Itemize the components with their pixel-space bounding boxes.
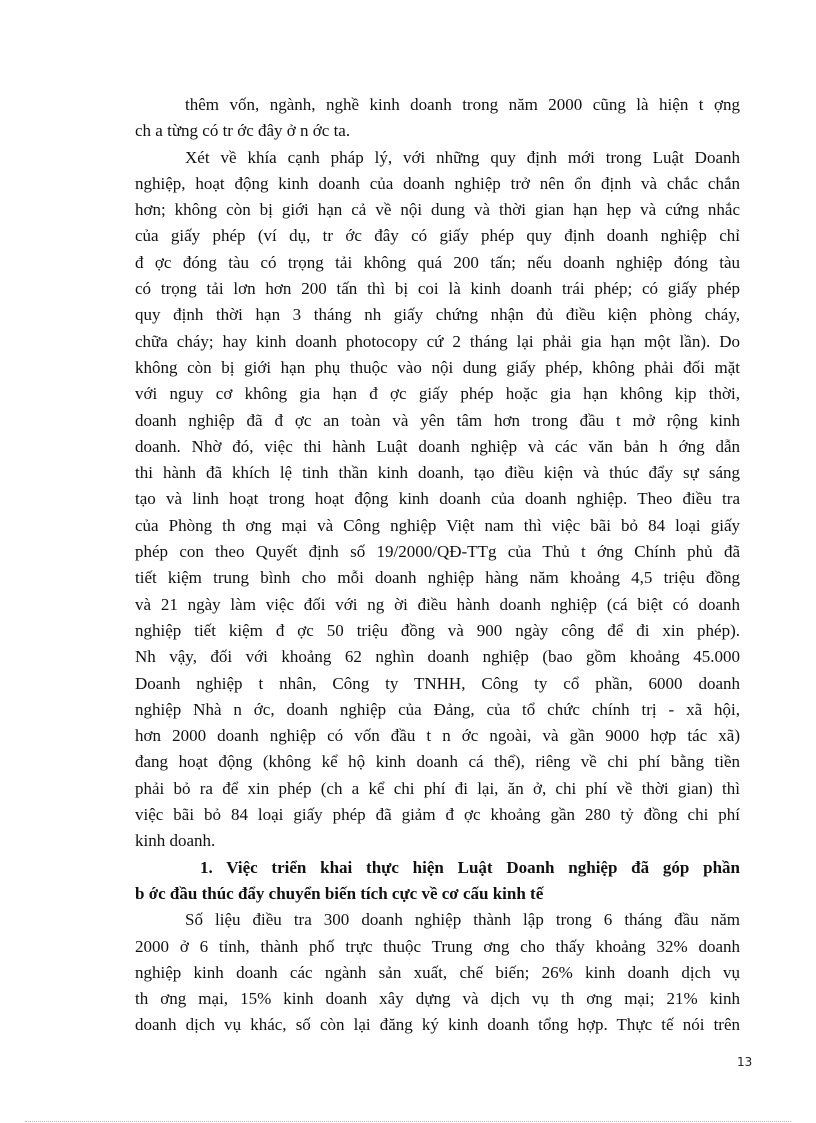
text-line: thêm vốn, ngành, nghề kinh doanh trong năm 2000 cũng là hiện t ợng — [185, 95, 740, 114]
text-line: có trọng tải lơn hơn 200 tấn thì bị coi là kinh doanh trái phép; có giấy phép — [135, 279, 740, 299]
text-line: tiết kiệm trung bình cho mỗi doanh nghiệp hàng năm khoảng 4,5 triệu đồng — [135, 568, 740, 588]
text-line: nghiệp tiết kiệm đ ợc 50 triệu đồng và 900 ngày công để đi xin phép). — [135, 620, 740, 640]
text-line: đ ợc đóng tàu có trọng tải không quá 200 tấn; nếu doanh nghiệp đóng tàu — [135, 252, 740, 272]
text-line: phải bỏ ra để xin phép (ch a kể chi phí đi lại, ăn ở, chi phí về thời gian) thì — [135, 778, 740, 798]
text-line: với nguy cơ không gia hạn đ ợc giấy phép hoặc gia hạn không kịp thời, — [135, 384, 740, 404]
text-line: đang hoạt động (không kể hộ kinh doanh cá thể), riêng về chi phí bằng tiền — [135, 752, 740, 772]
text-line: của giấy phép (ví dụ, tr ớc đây có giấy phép quy định doanh nghiệp chỉ — [135, 226, 740, 246]
text-line: kinh doanh. — [135, 831, 216, 851]
text-line: hơn 2000 doanh nghiệp có vốn đầu t n ớc ngoài, và gần 9000 hợp tác xã) — [135, 726, 740, 746]
text-line: của Phòng th ơng mại và Công nghiệp Việt nam thì việc bãi bỏ 84 loại giấy — [135, 515, 740, 535]
text-line: 2000 ở 6 tỉnh, thành phố trực thuộc Trung ơng cho thấy khoảng 32% doanh — [135, 936, 740, 956]
text-line: th ơng mại, 15% kinh doanh xây dựng và dịch vụ th ơng mại; 21% kinh — [135, 989, 740, 1009]
text-line: tạo và linh hoạt trong hoạt động kinh doanh của doanh nghiệp. Theo điều tra — [135, 489, 740, 509]
text-line: Doanh nghiệp t nhân, Công ty TNHH, Công ty cổ phần, 6000 doanh — [135, 673, 740, 693]
text-line: nghiệp kinh doanh các ngành sản xuất, chế biến; 26% kinh doanh dịch vụ — [135, 962, 740, 982]
text-line: thi hành đã khích lệ tinh thần kinh doanh, tạo điều kiện và thúc đẩy sự sáng — [135, 463, 740, 483]
text-line: Xét về khía cạnh pháp lý, với những quy định mới trong Luật Doanh — [185, 147, 740, 167]
section-heading: b ớc đầu thúc đẩy chuyển biến tích cực về cơ cấu kinh tế — [135, 883, 544, 903]
text-line: Nh vậy, đối với khoảng 62 nghìn doanh nghiệp (bao gồm khoảng 45.000 — [135, 647, 740, 667]
text-line: và 21 ngày làm việc đối với ng ời điều hành doanh nghiệp (cá biệt có doanh — [135, 594, 740, 614]
text-line: ch a từng có tr ớc đây ở n ớc ta. — [135, 121, 351, 141]
text-line: chữa cháy; hay kinh doanh photocopy cứ 2 tháng lại phải gia hạn một lần). Do — [135, 331, 740, 351]
body-text — [135, 92, 740, 1039]
text-line: Số liệu điều tra 300 doanh nghiệp thành lập trong 6 tháng đầu năm — [185, 910, 740, 930]
section-heading: 1. Việc triển khai thực hiện Luật Doanh nghiệp đã góp phần — [200, 857, 740, 877]
text-line: phép con theo Quyết định số 19/2000/QĐ-TTg của Thủ t ớng Chính phủ đã — [135, 542, 740, 562]
text-line: quy định thời hạn 3 tháng nh giấy chứng nhận đủ điều kiện phòng cháy, — [135, 305, 740, 325]
text-line: doanh. Nhờ đó, việc thi hành Luật doanh nghiệp và các văn bản h ớng dẫn — [135, 436, 740, 456]
page-number: 13 — [737, 1055, 753, 1069]
text-line: nghiệp, hoạt động kinh doanh của doanh nghiệp trở nên ổn định và chắc chắn — [135, 173, 740, 193]
text-line: doanh nghiệp đã đ ợc an toàn và yên tâm hơn trong đầu t mở rộng kinh — [135, 410, 740, 430]
text-line: nghiệp Nhà n ớc, doanh nghiệp của Đảng, của tổ chức chính trị - xã hội, — [135, 699, 740, 719]
text-line: việc bãi bỏ 84 loại giấy phép đã giảm đ ợc khoảng gần 280 tỷ đồng chi phí — [135, 805, 740, 825]
text-line: doanh dịch vụ khác, số còn lại đăng ký kinh doanh tổng hợp. Thực tế nói trên — [135, 1015, 740, 1035]
page-bottom-divider — [25, 1121, 791, 1122]
text-line: hơn; không còn bị giới hạn cả về nội dung và thời gian hạn hẹp và cứng nhắc — [135, 200, 740, 220]
text-line: không còn bị giới hạn phụ thuộc vào nội dung giấy phép, không phải đối mặt — [135, 357, 740, 377]
